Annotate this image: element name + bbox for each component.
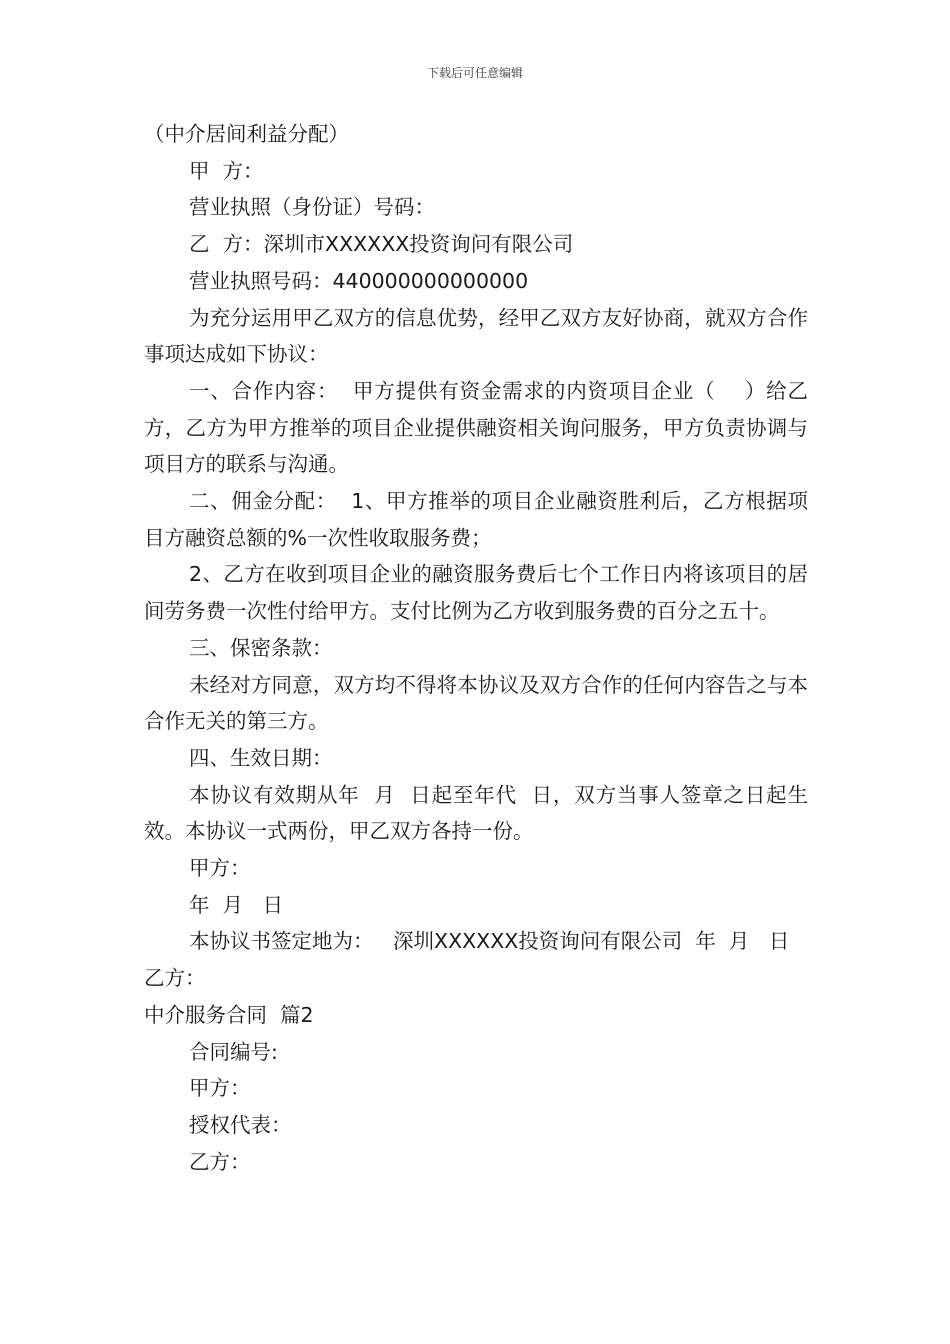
paragraph-contract-2-party-a: 甲方： [189,1076,251,1101]
paragraph-contract-2-title: 中介服务合同 篇2 [144,1002,314,1027]
paragraph-party-b-license: 营业执照号码：440000000000000 [189,268,529,293]
paragraph-confidentiality-heading: 三、保密条款： [189,635,333,660]
paragraph-commission-1: 二、佣金分配： 1、甲方推举的项目企业融资胜利后，乙方根据项目方融资总额的%一次性收取服务费； [144,489,808,550]
paragraph-contract-number: 合同编号: [189,1039,278,1064]
paragraph-effective-heading: 四、生效日期： [189,745,333,770]
paragraph-authorized-rep: 授权代表： [189,1112,292,1137]
paragraph-contract-2-party-b: 乙方： [189,1149,251,1174]
paragraph-sign-party-b: 乙方： [144,966,206,991]
paragraph-party-a-license: 营业执照（身份证）号码： [189,195,435,220]
paragraph-confidentiality-body: 未经对方同意，双方均不得将本协议及双方合作的任何内容告之与本合作无关的第三方。 [144,672,808,734]
paragraph-effective-body: 本协议有效期从年 月 日起至年代 日，双方当事人签章之日起生效。本协议一式两份，甲乙双方各持一份。 [144,782,808,844]
paragraph-cooperation-content: 一、合作内容： 甲方提供有资金需求的内资项目企业（ ）给乙方，乙方为甲方推举的项目企业提供融资相关询问服务，甲方负责协调与项目方的联系与沟通。 [144,378,808,477]
paragraph-party-a: 甲 方： [189,158,264,183]
paragraph-sign-location: 本协议书签定地为： 深圳XXXXXX投资询问有限公司 年 月 日 [189,929,790,954]
paragraph-party-b: 乙 方：深圳市XXXXXX投资询问有限公司 [189,232,574,257]
document-body [144,116,808,1180]
paragraph-commission-2: 2、乙方在收到项目企业的融资服务费后七个工作日内将该项目的居间劳务费一次性付给甲方。支付比例为乙方收到服务费的百分之五十。 [144,562,808,624]
paragraph-sign-party-a: 甲方： [189,856,251,881]
paragraph-preamble: 为充分运用甲乙双方的信息优势，经甲乙双方友好协商，就双方合作事项达成如下协议： [144,305,808,367]
paragraph-sign-date: 年 月 日 [189,892,284,917]
header-note: 下载后可任意编辑 [426,66,523,80]
paragraph-intermediary-title: （中介居间利益分配） [144,122,349,146]
